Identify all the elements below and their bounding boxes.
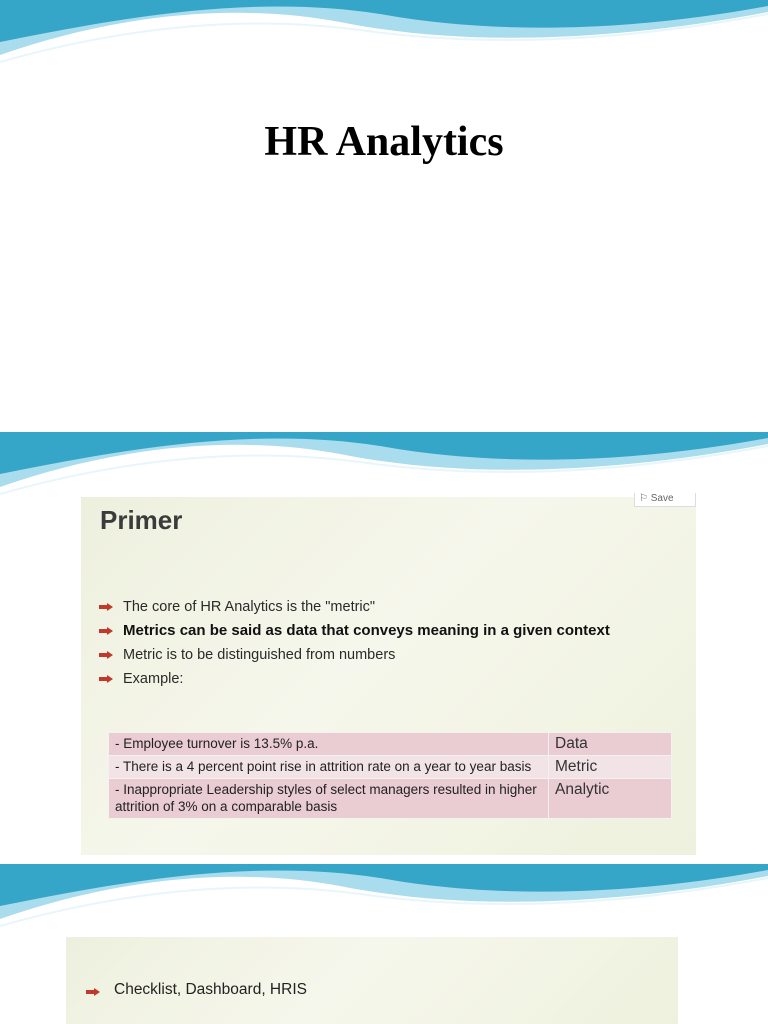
- arrow-bullet-icon: [99, 603, 113, 611]
- table-cell-type: Data: [549, 733, 672, 756]
- arrow-bullet-icon: [86, 988, 100, 996]
- arrow-bullet-icon: [99, 627, 113, 635]
- slide-title: [0, 0, 768, 432]
- list-item: Metric is to be distinguished from numbers: [99, 643, 699, 667]
- tools-slide-image: [66, 937, 678, 1024]
- slide-tools: [0, 864, 768, 1024]
- list-item: Checklist, Dashboard, HRIS: [86, 981, 307, 999]
- primer-heading: Primer: [100, 505, 183, 535]
- example-table: [108, 732, 672, 819]
- table-cell-text: - There is a 4 percent point rise in attrition rate on a year to year basis: [109, 756, 549, 779]
- primer-slide-image: [81, 493, 696, 855]
- list-item: Example:: [99, 667, 699, 691]
- table-cell-text: - Employee turnover is 13.5% p.a.: [109, 733, 549, 756]
- arrow-bullet-icon: [99, 651, 113, 659]
- slide-primer: [0, 432, 768, 864]
- arrow-bullet-icon: [99, 675, 113, 683]
- bookmark-icon: ⚐: [639, 493, 648, 504]
- table-row: [109, 733, 672, 756]
- save-button[interactable]: [634, 493, 696, 507]
- table-row: [109, 756, 672, 779]
- presentation-title: HR Analytics: [264, 119, 504, 165]
- list-item: The core of HR Analytics is the "metric": [99, 595, 699, 619]
- save-label: Save: [650, 493, 674, 504]
- list-item: Metrics can be said as data that conveys meaning in a given context: [99, 619, 699, 643]
- table-cell-type: Analytic: [549, 779, 672, 819]
- wave-banner-decoration: [0, 864, 768, 934]
- wave-banner-decoration: [0, 432, 768, 502]
- primer-bullet-list: [99, 595, 699, 691]
- table-cell-text: - Inappropriate Leadership styles of select managers resulted in higher attrition of 3% on a comparable basis: [109, 779, 549, 819]
- table-row: [109, 779, 672, 819]
- wave-banner-decoration: [0, 0, 768, 70]
- table-cell-type: Metric: [549, 756, 672, 779]
